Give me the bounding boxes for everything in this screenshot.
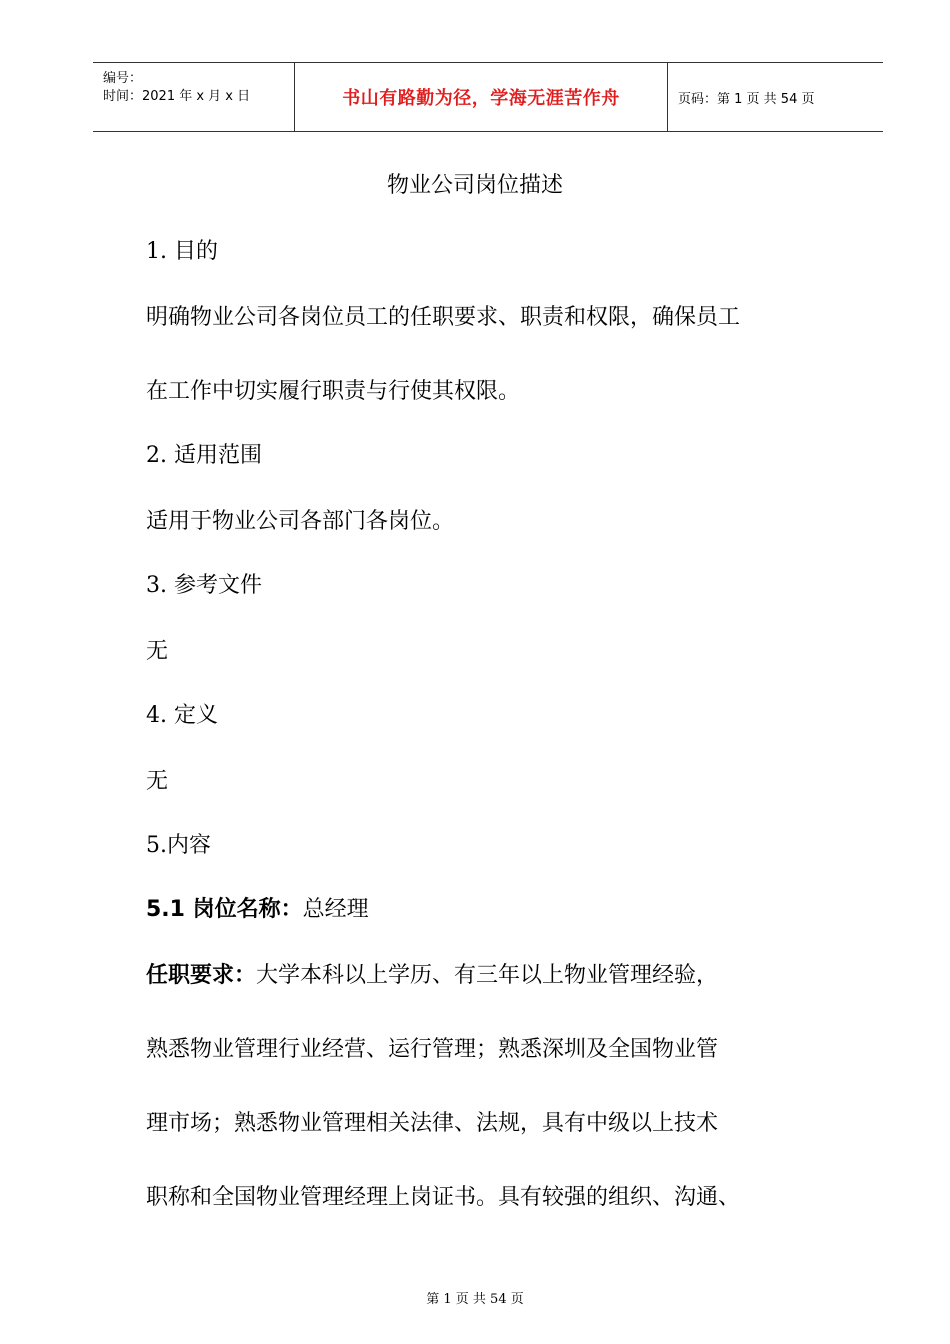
requirements-text: 大学本科以上学历、有三年以上物业管理经验， bbox=[256, 963, 719, 988]
section-heading-references: 3. 参考文件 bbox=[146, 573, 262, 598]
position-name-label: 5.1 岗位名称： bbox=[146, 897, 303, 922]
paragraph-line: 适用于物业公司各部门各岗位。 bbox=[146, 509, 455, 534]
header-motto: 书山有路勤为径，学海无涯苦作舟 bbox=[342, 88, 620, 109]
paragraph-line: 无 bbox=[146, 769, 169, 794]
paragraph-line: 职称和全国物业管理经理上岗证书。具有较强的组织、沟通、 bbox=[146, 1185, 741, 1210]
section-heading-purpose: 1. 目的 bbox=[146, 239, 218, 264]
header-page-cell bbox=[668, 63, 883, 131]
page-title: 物业公司岗位描述 bbox=[386, 173, 563, 198]
requirements-line bbox=[146, 958, 718, 989]
serial-number-label: 编号： bbox=[103, 71, 143, 86]
header-page-info: 页码：第 1 页 共 54 页 bbox=[678, 91, 815, 107]
section-heading-definitions: 4. 定义 bbox=[146, 703, 218, 728]
header-meta-cell bbox=[93, 63, 295, 131]
time-label: 时间：2021 年 x 月 x 日 bbox=[103, 89, 251, 104]
document-header bbox=[93, 62, 883, 132]
header-motto-cell bbox=[295, 63, 668, 131]
position-name-value: 总经理 bbox=[302, 897, 369, 922]
paragraph-line: 明确物业公司各岗位员工的任职要求、职责和权限，确保员工 bbox=[146, 305, 741, 330]
paragraph-line: 无 bbox=[146, 639, 169, 664]
paragraph-line: 理市场；熟悉物业管理相关法律、法规，具有中级以上技术 bbox=[146, 1111, 719, 1136]
section-heading-content: 5.内容 bbox=[146, 833, 211, 858]
paragraph-line: 在工作中切实履行职责与行使其权限。 bbox=[146, 379, 521, 404]
paragraph-line: 熟悉物业管理行业经营、运行管理；熟悉深圳及全国物业管 bbox=[146, 1037, 719, 1062]
requirements-label: 任职要求： bbox=[146, 963, 257, 988]
page-footer: 第 1 页 共 54 页 bbox=[426, 1292, 524, 1307]
position-name-line bbox=[146, 892, 369, 923]
section-heading-scope: 2. 适用范围 bbox=[146, 443, 262, 468]
